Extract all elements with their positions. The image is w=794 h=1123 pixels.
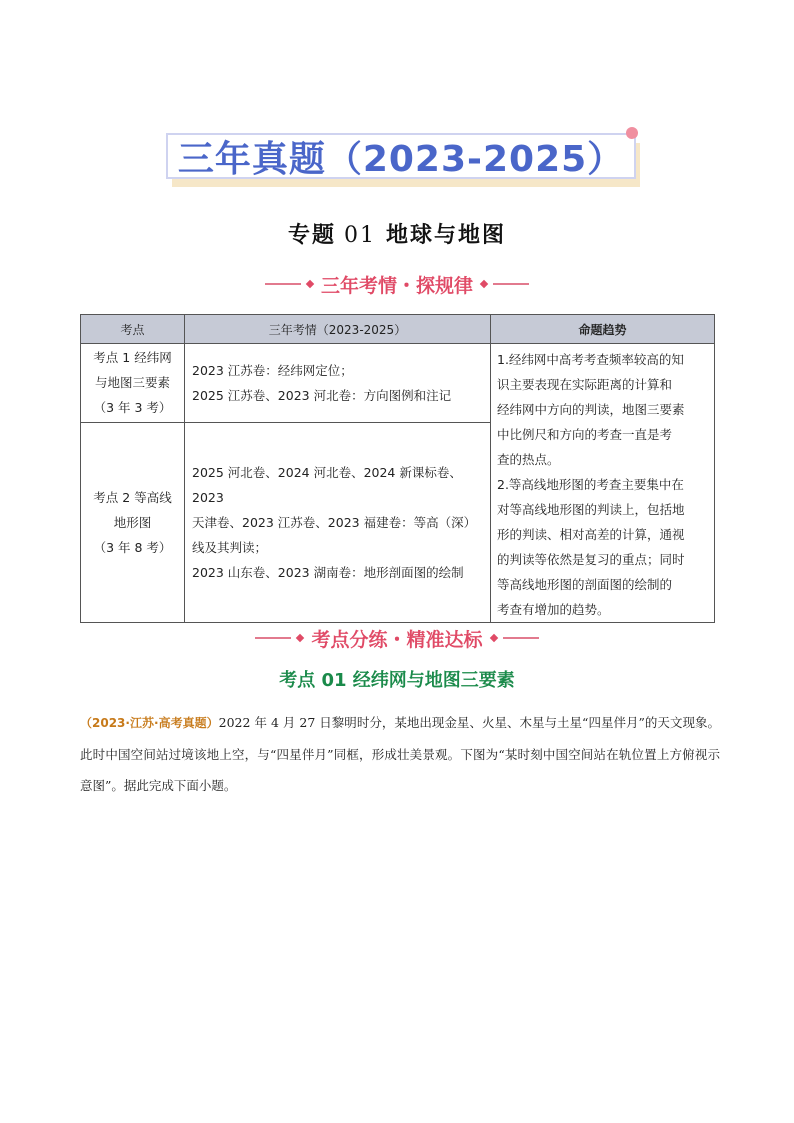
history-line: 2025 河北卷、2024 河北卷、2024 新课标卷、2023 (192, 464, 462, 505)
section-header-practice (0, 624, 794, 652)
section-diamond-icon (480, 280, 488, 288)
trend-line: 2.等高线地形图的考查主要集中在 (497, 477, 684, 492)
question-source: （2023·江苏·高考真题） (80, 716, 219, 730)
section-diamond-icon (489, 634, 497, 642)
title-banner (166, 133, 642, 187)
section-line-left (265, 283, 301, 285)
trend-line: 查的热点。 (497, 452, 560, 467)
kaodian-line: 考点 2 等高线 (93, 489, 172, 505)
trend-line: 考查有增加的趋势。 (497, 602, 610, 617)
header-history: 三年考情（2023-2025） (185, 315, 491, 344)
section-diamond-icon (306, 280, 314, 288)
history-cell (185, 422, 491, 622)
section-diamond-icon (296, 634, 304, 642)
kaodian-cell (81, 344, 185, 423)
exam-overview-table (80, 314, 715, 623)
trend-line: 等高线地形图的剖面图的绘制的 (497, 577, 673, 592)
trend-line: 识主要表现在实际距离的计算和 (497, 377, 673, 392)
history-line: 2025 江苏卷、2023 河北卷：方向图例和注记 (192, 387, 452, 403)
trend-line: 对等高线地形图的判读上，包括地 (497, 502, 685, 517)
history-cell (185, 344, 491, 423)
trend-line: 1.经纬网中高考考查频率较高的知 (497, 352, 684, 367)
banner-title: 三年真题（2023-2025） (177, 138, 625, 180)
subsection-title: 考点 01 经纬网与地图三要素 (279, 670, 515, 691)
section-line-right (493, 283, 529, 285)
topic-name: 地球与地图 (386, 222, 507, 248)
banner-dot-decoration (626, 127, 638, 139)
header-kaodian: 考点 (81, 315, 185, 344)
section-line-left (255, 637, 291, 639)
history-line: 线及其判读； (192, 539, 268, 555)
trend-line: 的判读等依然是复习的重点；同时 (497, 552, 685, 567)
trend-line: 经纬网中方向的判读，地图三要素 (497, 402, 685, 417)
trend-cell (491, 344, 715, 623)
topic-title (0, 218, 794, 249)
table-row (81, 344, 715, 423)
section-label: 三年考情・探规律 (320, 274, 473, 297)
topic-number: 01 (344, 223, 376, 248)
history-line: 2023 山东卷、2023 湖南卷：地形剖面图的绘制 (192, 564, 464, 580)
section-header-trends (0, 270, 794, 298)
topic-prefix: 专题 (287, 222, 336, 248)
kaodian-line: 与地图三要素 (94, 375, 170, 391)
kaodian-line: （3 年 8 考） (93, 539, 172, 555)
trend-line: 形的判读、相对高差的计算，通视 (497, 527, 685, 542)
kaodian-line: （3 年 3 考） (93, 400, 172, 416)
kaodian-cell (81, 422, 185, 622)
kaodian-line: 地形图 (113, 514, 152, 530)
table-header-row (81, 315, 715, 344)
question-text: 2022 年 4 月 27 日黎明时分，某地出现金星、火星、木星与土星“四星伴月”的天文现象。此时中国空间站过境该地上空，与“四星伴月”同框，形成壮美景观。下图为“某时刻中国空间站在轨位置上方俯视示意图”。据此完成下面小题。 (80, 715, 720, 793)
header-trend: 命题趋势 (491, 315, 715, 344)
section-line-right (503, 637, 539, 639)
section-label: 考点分练・精准达标 (311, 628, 483, 651)
history-line: 2023 江苏卷：经纬网定位； (192, 362, 353, 378)
question-paragraph (80, 707, 720, 801)
trend-line: 中比例尺和方向的考查一直是考 (497, 427, 673, 442)
kaodian-line: 考点 1 经纬网 (93, 350, 172, 366)
history-line: 天津卷、2023 江苏卷、2023 福建卷：等高（深） (192, 514, 477, 530)
